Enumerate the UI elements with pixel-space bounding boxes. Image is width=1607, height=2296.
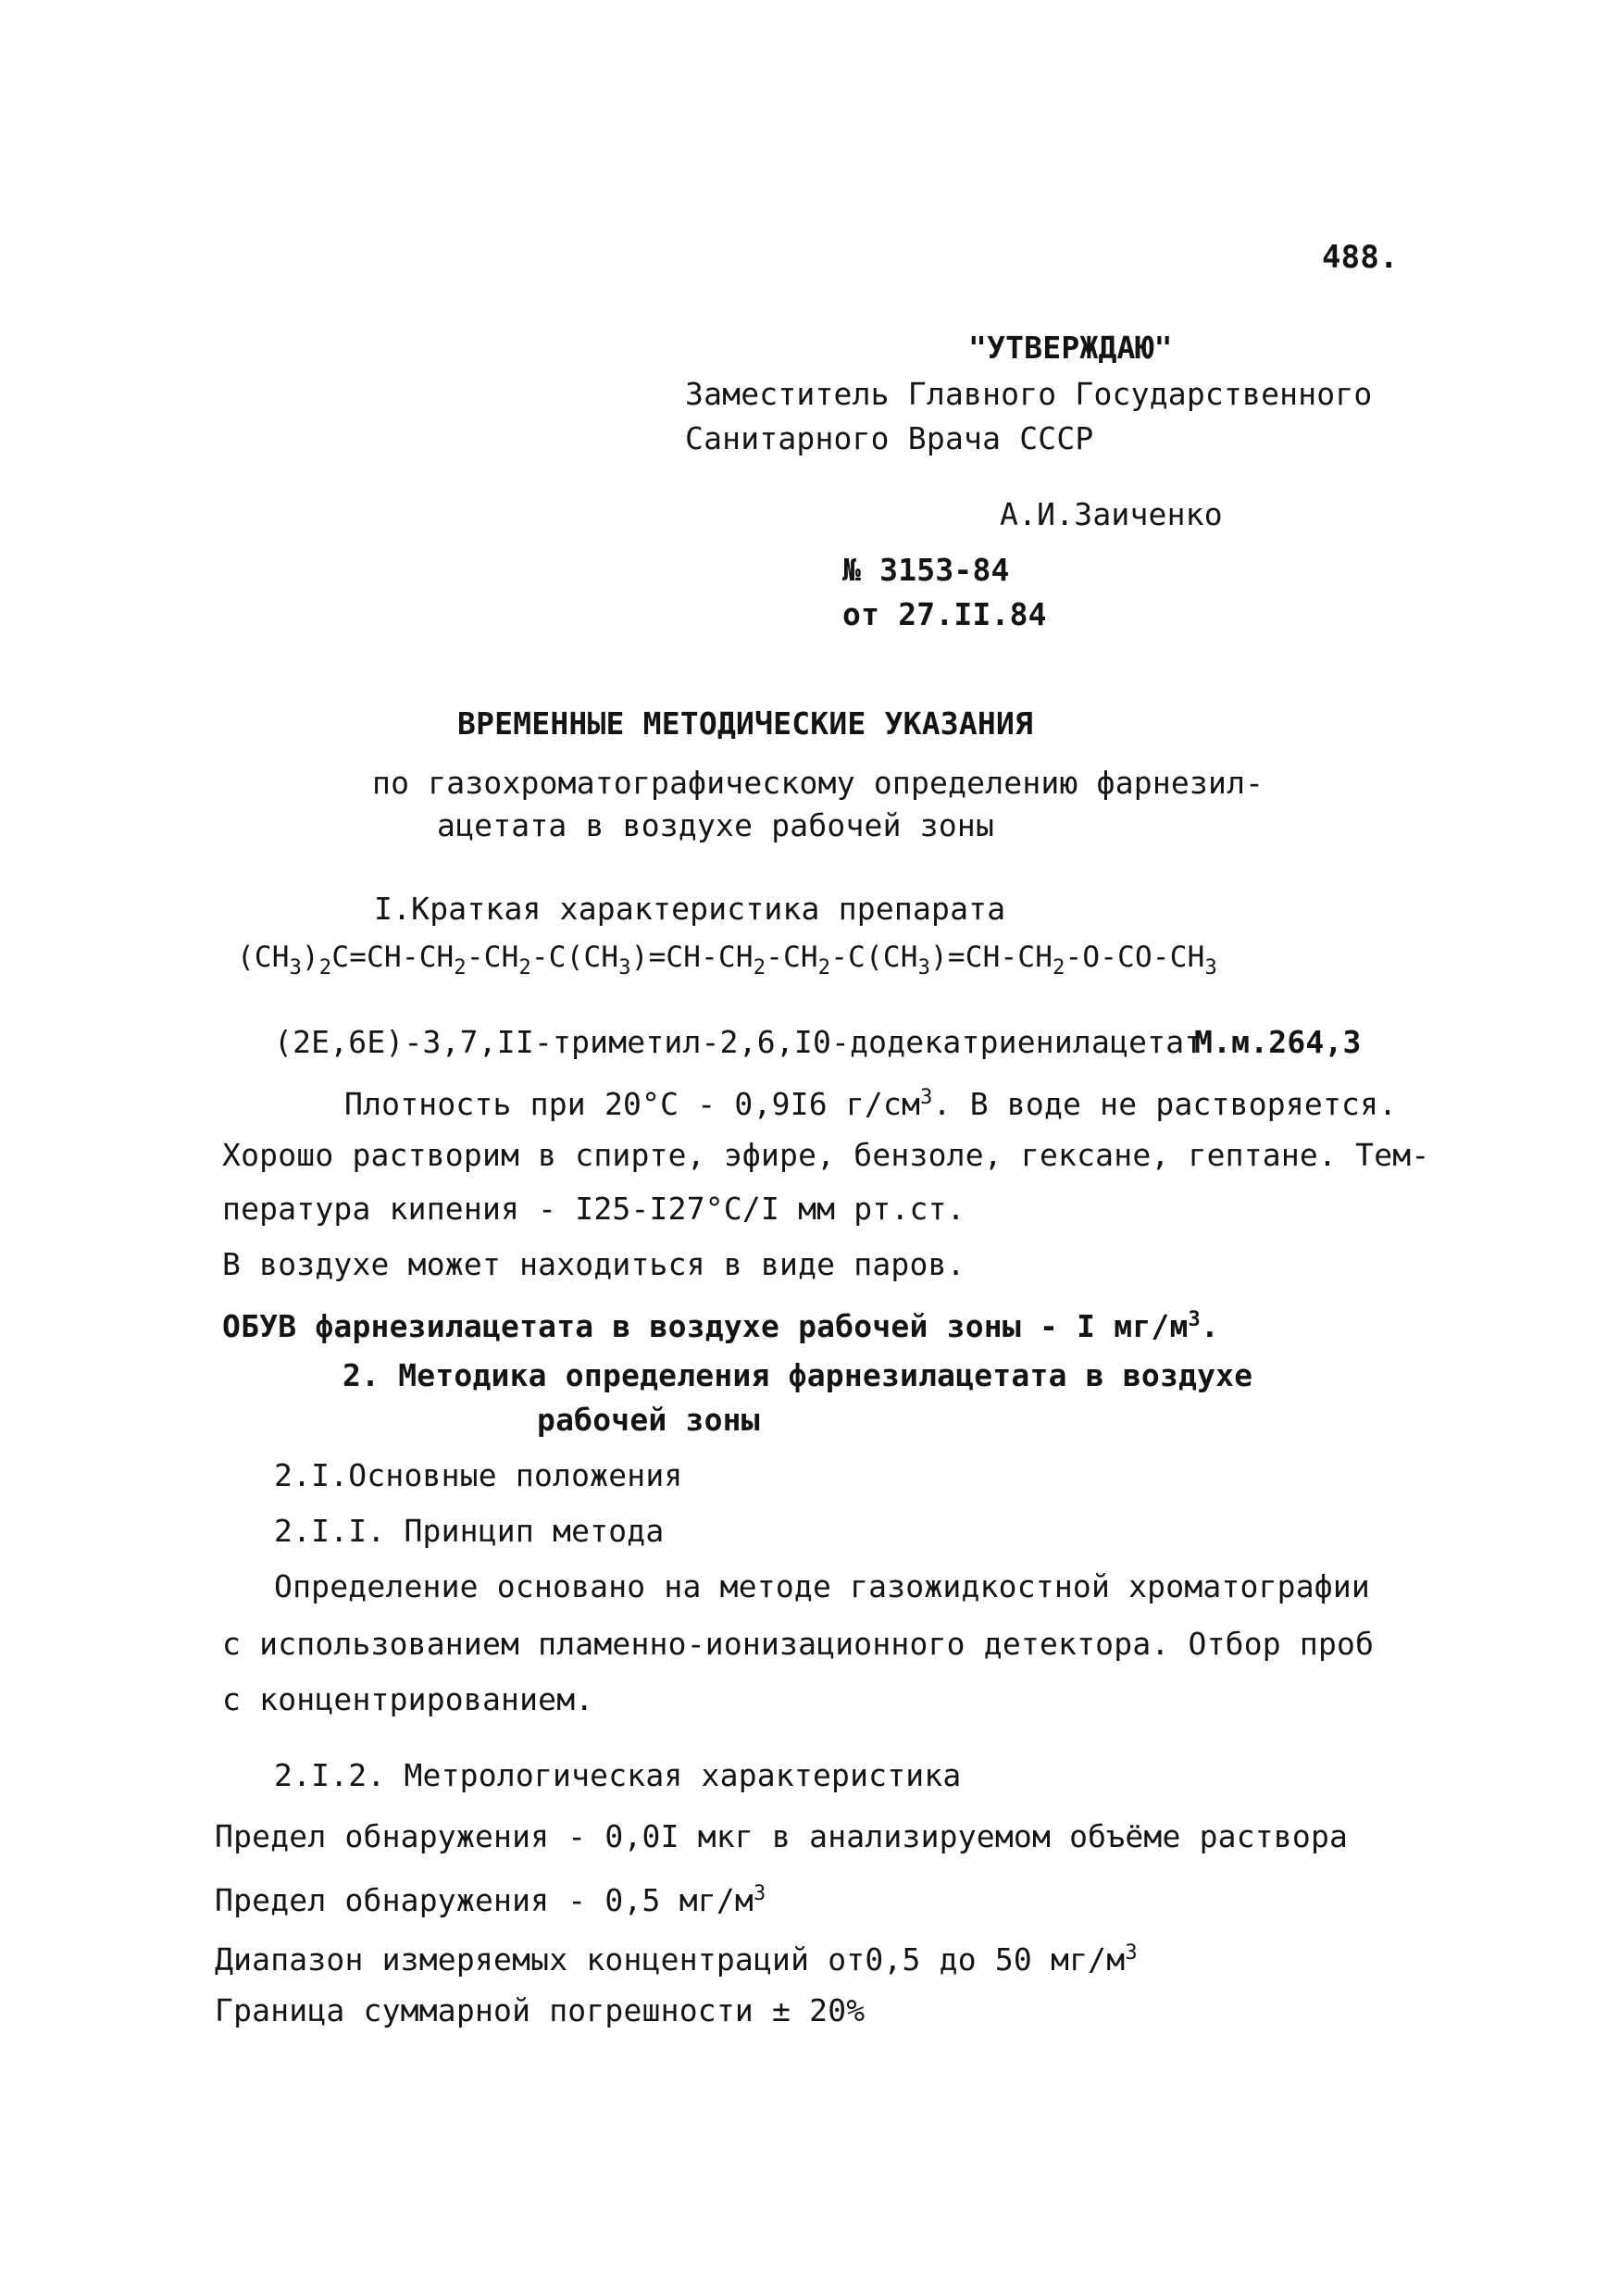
approval-number: № 3153-84	[842, 552, 1010, 588]
detection-limit-line2	[215, 1876, 766, 1919]
formula-subscript: 2	[1053, 956, 1065, 980]
formula-subscript: 2	[318, 956, 332, 980]
document-subtitle-line2: ацетата в воздухе рабочей зоны	[437, 807, 995, 843]
principle-line1: Определение основано на методе газожидкостной хроматографии	[274, 1568, 1370, 1604]
formula-part: -C(CH	[530, 941, 619, 974]
detection-limit-text: Предел обнаружения - 0,5 мг/м	[215, 1882, 754, 1918]
solubility-line2: пература кипения - I25-I27°С/I мм рт.ст.	[222, 1191, 965, 1227]
chemical-formula	[237, 939, 1217, 987]
approval-title: "УТВЕРЖДАЮ"	[968, 330, 1173, 366]
formula-subscript: 3	[1204, 956, 1217, 980]
measurement-range-line	[215, 1935, 1138, 1978]
formula-part: )	[302, 941, 319, 974]
page-number: 488.	[1322, 239, 1399, 276]
measurement-range-superscript: 3	[1125, 1941, 1138, 1965]
formula-part: -C(CH	[830, 941, 918, 974]
detection-limit-line1: Предел обнаружения - 0,0I мкг в анализируемом объёме раствора	[215, 1818, 1349, 1854]
formula-part: )=CH-CH	[630, 941, 754, 974]
approval-signatory: А.И.Заиченко	[1000, 496, 1223, 532]
document-title: ВРЕМЕННЫЕ МЕТОДИЧЕСКИЕ УКАЗАНИЯ	[457, 705, 1034, 742]
density-text: °С - 0,9I6 г/см	[642, 1086, 921, 1122]
formula-subscript: 2	[454, 956, 467, 980]
document-subtitle-line1: по газохроматографическому определению фарнезил-	[372, 765, 1264, 801]
subsection-2-1: 2.I.Основные положения	[274, 1457, 683, 1493]
density-superscript: 3	[920, 1086, 933, 1109]
formula-subscript: 2	[753, 956, 766, 980]
formula-part: (CH	[237, 941, 290, 974]
molar-mass: М.м.264,3	[1194, 1024, 1362, 1060]
obuv-superscript: 3	[1188, 1308, 1201, 1331]
total-error-line: Граница суммарной погрешности ± 20%	[215, 1992, 866, 2028]
formula-subscript: 3	[618, 956, 631, 980]
density-text: Плотность при 20	[344, 1086, 642, 1122]
formula-subscript: 3	[917, 956, 931, 980]
principle-line2: с использованием пламенно-ионизационного детектора. Отбор проб	[222, 1626, 1375, 1662]
approval-position-line2: Санитарного Врача СССР	[685, 420, 1094, 456]
subsection-2-1-2: 2.I.2. Метрологическая характеристика	[274, 1757, 962, 1793]
subsection-2-1-1: 2.I.I. Принцип метода	[274, 1513, 665, 1549]
obuv-line	[222, 1302, 1219, 1345]
detection-limit-superscript: 3	[753, 1882, 766, 1905]
formula-part: C=CH-CH	[331, 941, 455, 974]
approval-position-line1: Заместитель Главного Государственного	[685, 376, 1373, 412]
density-line	[344, 1079, 1397, 1123]
density-text: . В воде не растворяется.	[932, 1086, 1398, 1122]
formula-part: )=CH-CH	[930, 941, 1053, 974]
obuv-text: ОБУВ фарнезилацетата в воздухе рабочей зоны - I мг/м	[222, 1308, 1189, 1344]
approval-date: от 27.II.84	[842, 596, 1047, 632]
principle-line3: с концентрированием.	[222, 1681, 594, 1717]
formula-part: -CH	[466, 941, 519, 974]
section1-heading: I.Краткая характеристика препарата	[374, 891, 1006, 927]
formula-subscript: 2	[518, 956, 531, 980]
obuv-text: .	[1200, 1308, 1220, 1344]
formula-part: -CH	[766, 941, 818, 974]
formula-subscript: 2	[817, 956, 831, 980]
solubility-line1: Хорошо растворим в спирте, эфире, бензоле, гексане, гептане. Тем-	[222, 1137, 1430, 1173]
chemical-name: (2E,6E)-3,7,II-триметил-2,6,I0-додекатриенилацетат	[274, 1024, 1203, 1060]
vapor-statement: В воздухе может находиться в виде паров.	[222, 1246, 965, 1282]
measurement-range-text: Диапазон измеряемых концентраций от0,5 до 50 мг/м	[215, 1941, 1126, 1978]
section2-heading-line2: рабочей зоны	[537, 1402, 760, 1438]
section2-heading-line1: 2. Методика определения фарнезилацетата в воздухе	[343, 1357, 1253, 1393]
formula-subscript: 3	[289, 956, 303, 980]
formula-part: -O-CO-CH	[1065, 941, 1205, 974]
